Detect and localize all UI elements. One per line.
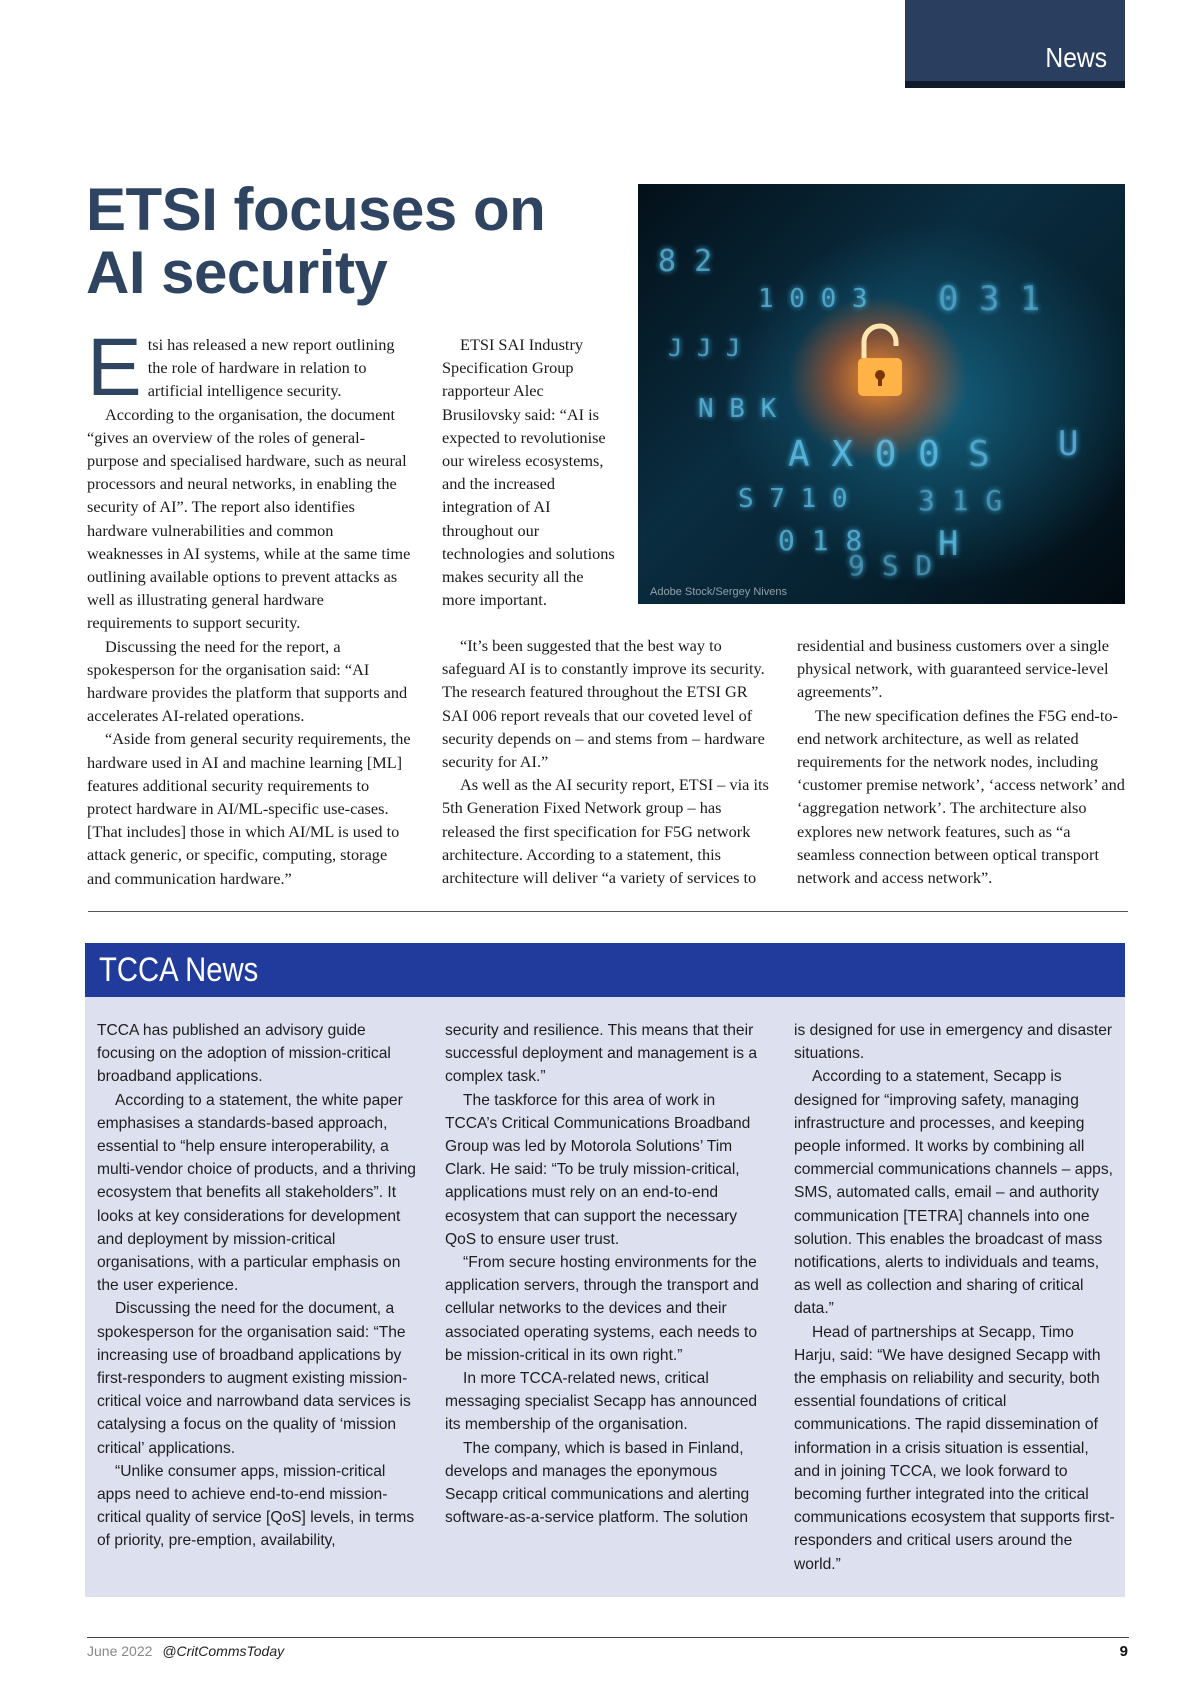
article-paragraph: Discussing the need for the report, a spokesperson for the organisation said: “AI hardware provides the platform that supports and accelerates AI-related operations. — [87, 636, 408, 726]
tcca-paragraph: TCCA has published an advisory guide focusing on the adoption of mission-critical broadband applications. — [97, 1022, 391, 1086]
tcca-paragraph: According to a statement, Secapp is designed for “improving safety, managing infrastructure and processes, and keeping people informed. It works by combining all commercial communications channels – apps, SMS, automated calls, email – and authority communication [TETRA] channels into one solution. This enables the broadcast of mass notifications, alerts to individuals and teams, as well as collection and sharing of critical data.” — [794, 1068, 1113, 1318]
article-headline — [86, 178, 626, 304]
photo-digit-glyph: S 7 1 0 — [738, 484, 848, 514]
footer-date: June 2022 — [87, 1643, 153, 1659]
article-paragraph: As well as the AI security report, ETSI – via its 5th Generation Fixed Network group – has released the first specification for F5G network architecture. According to a statement, this architecture will deliver “a variety of services to — [442, 775, 769, 888]
tcca-paragraph: According to a statement, the white paper emphasises a standards-based approach, essential to “help ensure interoperability, a multi-vendor choice of products, and a thriving ecosystem that benefits all stakeholders”. It looks at key considerations for development and deployment by mission-critical organisations, with a particular emphasis on the user experience. — [97, 1091, 416, 1295]
article-paragraph: The new specification defines the F5G end-to-end network architecture, as well as related requirements for the network nodes, including ‘customer premise network’, ‘access network’ and ‘aggregation network’. The architecture also explores new network features, such as “a seamless connection between optical transport network and access network”. — [797, 705, 1125, 888]
footer-info — [87, 1643, 284, 1659]
article-paragraph: “It’s been suggested that the best way to safeguard AI is to constantly improve its security. The research featured throughout the ETSI GR SAI 006 report reveals that our coveted level of security depends on – and stems from – hardware security for AI.” — [442, 636, 765, 772]
article-column-3 — [797, 634, 1127, 889]
photo-credit: Adobe Stock/Sergey Nivens — [650, 586, 787, 598]
tcca-title: TCCA News — [99, 951, 259, 989]
article-column-1 — [87, 322, 412, 890]
section-tab — [905, 0, 1125, 88]
photo-digit-glyph: 1 0 0 3 — [758, 284, 868, 314]
photo-digit-glyph: N B K — [698, 394, 777, 424]
photo-digit-glyph: 3 1 G — [918, 484, 1003, 517]
tcca-header-bar — [85, 943, 1125, 997]
footer-handle: @CritCommsToday — [162, 1643, 285, 1659]
photo-digit-glyph: 0 3 1 — [938, 279, 1041, 319]
tcca-column-3 — [794, 1019, 1119, 1576]
tcca-paragraph: In more TCCA-related news, critical messaging specialist Secapp has announced its membership of the organisation. — [445, 1370, 758, 1434]
article-paragraph: residential and business customers over a single physical network, with guaranteed service-level agreements”. — [797, 636, 1109, 702]
photo-digit-glyph: 9 S D — [848, 549, 933, 582]
tcca-paragraph: The company, which is based in Finland, develops and manages the eponymous Secapp critical communications and alerting software-as-a-service platform. The solution — [445, 1439, 750, 1527]
tcca-paragraph: security and resilience. This means that their successful deployment and management is a complex task.” — [445, 1022, 758, 1086]
tcca-paragraph: is designed for use in emergency and disaster situations. — [794, 1022, 1113, 1063]
headline-line-2: AI security — [86, 239, 388, 306]
tcca-paragraph: Discussing the need for the document, a spokesperson for the organisation said: “The increasing use of broadband applications by first-responders to augment existing mission-critical voice and narrowband data services is catalysing a focus on the quality of ‘mission critical’ applications. — [97, 1300, 411, 1457]
drop-cap: E — [87, 322, 142, 413]
tcca-column-1 — [97, 1019, 422, 1553]
footer-rule — [87, 1637, 1129, 1638]
padlock-icon — [852, 320, 908, 400]
photo-digit-glyph: A X 0 0 — [788, 434, 940, 475]
section-divider — [88, 911, 1128, 912]
photo-digit-glyph: 0 1 8 — [778, 524, 863, 557]
article-column-2-top — [442, 333, 618, 611]
photo-digit-glyph: U — [1058, 424, 1079, 464]
page-number: 9 — [1119, 1643, 1128, 1660]
photo-digit-glyph: H — [938, 524, 959, 564]
article-paragraph: ETSI SAI Industry Specification Group rapporteur Alec Brusilovsky said: “AI is expected to revolutionise our wireless ecosystems, and the increased integration of AI throughout our technologies and solutions makes security all the more important. — [442, 335, 615, 610]
article-paragraph: According to the organisation, the document “gives an overview of the roles of general-purpose and specialised hardware, such as neural processors and neural networks, in enabling the security of AI”. The report also identifies hardware vulnerabilities and common weaknesses in AI systems, while at the same time outlining available options to prevent attacks as well as illustrating general hardware requirements to support security. — [87, 404, 411, 633]
article-column-2-bottom — [442, 634, 772, 889]
tcca-column-2 — [445, 1019, 770, 1529]
tcca-paragraph: “Unlike consumer apps, mission-critical apps need to achieve end-to-end mission-critical quality of service [QoS] levels, in terms of priority, pre-emption, availability, — [97, 1462, 415, 1550]
tcca-paragraph: “From secure hosting environments for the application servers, through the transport and cellular networks to the devices and their associated operating systems, each needs to be mission-critical in its own right.” — [445, 1254, 759, 1364]
photo-digit-glyph: J J J — [668, 334, 741, 362]
article-paragraph: “Aside from general security requirements, the hardware used in AI and machine learning [ML] features additional security requirements to protect hardware in AI/ML-specific use-cases. [That includes] those in which AI/ML is used to attack generic, or specific, computing, storage and communication hardware.” — [87, 729, 411, 888]
tcca-paragraph: The taskforce for this area of work in TCCA’s Critical Communications Broadband Group was led by Motorola Solutions’ Tim Clark. He said: “To be truly mission-critical, applications must rely on an end-to-end ecosystem that can support the necessary QoS to ensure user trust. — [445, 1091, 751, 1248]
photo-digit-glyph: S — [968, 434, 990, 475]
tcca-paragraph: Head of partnerships at Secapp, Timo Harju, said: “We have designed Secapp with the emphasis on reliability and security, both essential foundations of critical communications. The rapid dissemination of information in a crisis situation is essential, and in joining TCCA, we look forward to becoming further integrated into the critical communications ecosystem that supports first-responders and critical users around the world.” — [794, 1323, 1115, 1573]
headline-line-1: ETSI focuses on — [86, 176, 546, 243]
section-tab-label: News — [1045, 42, 1107, 73]
photo-digit-glyph: 8 2 — [658, 244, 713, 279]
article-photo — [638, 184, 1125, 604]
article-paragraph: tsi has released a new report outlining the role of hardware in relation to artificial intelligence security. — [147, 335, 395, 401]
